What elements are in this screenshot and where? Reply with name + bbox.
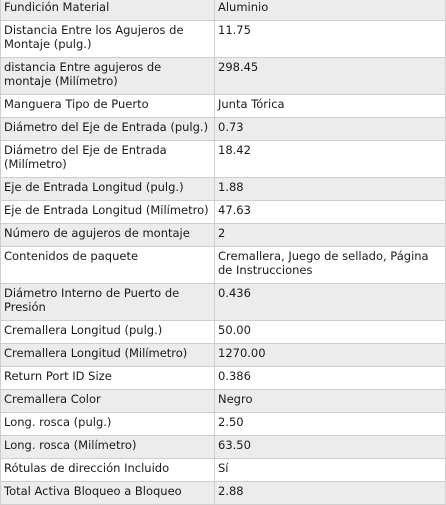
spec-label: Total Activa Bloqueo a Bloqueo [1, 482, 215, 505]
spec-label: Diámetro del Eje de Entrada (Milímetro) [1, 141, 215, 178]
table-row [1, 95, 446, 118]
spec-value: Negro [215, 390, 446, 413]
spec-value: Aluminio [215, 0, 446, 21]
table-row [1, 344, 446, 367]
table-row [1, 413, 446, 436]
table-row [1, 0, 446, 21]
table-row [1, 178, 446, 201]
spec-label: Cremallera Longitud (Milímetro) [1, 344, 215, 367]
spec-table-body [1, 0, 446, 505]
spec-label: Diámetro Interno de Puerto de Presión [1, 284, 215, 321]
spec-label: Contenidos de paquete [1, 247, 215, 284]
spec-label: Distancia Entre los Agujeros de Montaje (pulg.) [1, 21, 215, 58]
spec-value: 47.63 [215, 201, 446, 224]
table-row [1, 201, 446, 224]
spec-value: Junta Tórica [215, 95, 446, 118]
spec-label: Cremallera Color [1, 390, 215, 413]
table-row [1, 367, 446, 390]
spec-label: Long. rosca (pulg.) [1, 413, 215, 436]
table-row [1, 459, 446, 482]
table-row [1, 247, 446, 284]
table-row [1, 141, 446, 178]
spec-value: 18.42 [215, 141, 446, 178]
spec-label: distancia Entre agujeros de montaje (Milímetro) [1, 58, 215, 95]
spec-value: 2.88 [215, 482, 446, 505]
spec-value: 0.436 [215, 284, 446, 321]
spec-value: Sí [215, 459, 446, 482]
table-row [1, 321, 446, 344]
spec-value: 50.00 [215, 321, 446, 344]
spec-value: 0.73 [215, 118, 446, 141]
spec-label: Long. rosca (Milímetro) [1, 436, 215, 459]
table-row [1, 21, 446, 58]
table-row [1, 118, 446, 141]
table-row [1, 436, 446, 459]
spec-value: 1270.00 [215, 344, 446, 367]
spec-value: 2 [215, 224, 446, 247]
spec-value: Cremallera, Juego de sellado, Página de Instrucciones [215, 247, 446, 284]
spec-value: 0.386 [215, 367, 446, 390]
table-row [1, 482, 446, 505]
spec-label: Manguera Tipo de Puerto [1, 95, 215, 118]
table-row [1, 390, 446, 413]
table-row [1, 284, 446, 321]
spec-label: Cremallera Longitud (pulg.) [1, 321, 215, 344]
spec-label: Diámetro del Eje de Entrada (pulg.) [1, 118, 215, 141]
spec-label: Rótulas de dirección Incluido [1, 459, 215, 482]
spec-value: 2.50 [215, 413, 446, 436]
spec-label: Número de agujeros de montaje [1, 224, 215, 247]
spec-label: Eje de Entrada Longitud (pulg.) [1, 178, 215, 201]
spec-value: 11.75 [215, 21, 446, 58]
spec-value: 63.50 [215, 436, 446, 459]
table-row [1, 224, 446, 247]
spec-label: Fundición Material [1, 0, 215, 21]
spec-label: Return Port ID Size [1, 367, 215, 390]
spec-value: 298.45 [215, 58, 446, 95]
spec-label: Eje de Entrada Longitud (Milímetro) [1, 201, 215, 224]
table-row [1, 58, 446, 95]
spec-value: 1.88 [215, 178, 446, 201]
